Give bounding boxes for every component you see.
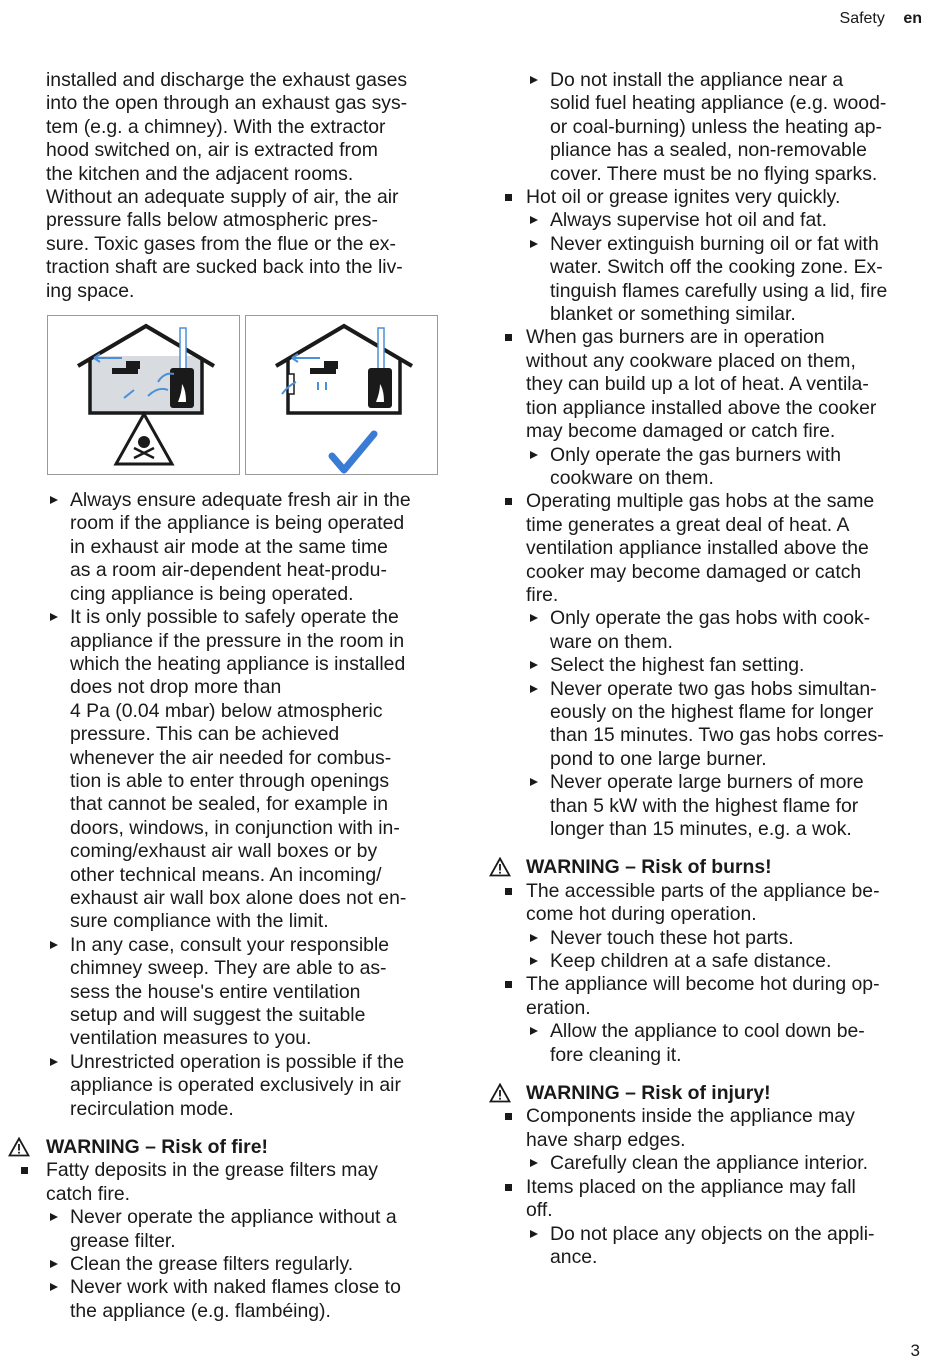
- warning-fire-title: WARNING – Risk of fire!: [46, 1136, 268, 1159]
- bullet-item: In any case, consult your responsible chimney sweep. They are able to as- sess the house's entire ventilation setup and will suggest the suitable ventilation measures to you.: [46, 934, 446, 1051]
- intro-paragraph: installed and discharge the exhaust gases into the open through an exhaust gas sys- tem (e.g. a chimney). With the extractor hood switched on, air is extracted from the kitchen and the adjacent rooms. Without an adequate supply of air, the air pressure falls below atmospheric pres- sure. Toxic gases from the flue or the ex- traction shaft are sucked back into the liv- ing space.: [46, 69, 408, 302]
- warning-cause: Fatty deposits in the grease filters may catch fire.: [46, 1159, 446, 1206]
- warning-fire-heading: [46, 1136, 446, 1159]
- warning-action: Select the highest fan setting.: [503, 654, 923, 677]
- language-label: en: [903, 10, 922, 27]
- warning-action: Never extinguish burning oil or fat with water. Switch off the cooking zone. Ex- tinguish flames carefully using a lid, fire blanket or something similar.: [503, 233, 923, 327]
- house-unsafe-icon: [48, 316, 241, 476]
- section-label: Safety: [839, 10, 885, 27]
- warning-action: Never touch these hot parts.: [503, 927, 923, 950]
- warning-action: Never operate large burners of more than 5 kW with the highest flame for longer than 15 minutes, e.g. a wok.: [503, 771, 923, 841]
- warning-cause: Items placed on the appliance may fall off.: [503, 1176, 923, 1223]
- warning-action: Never operate the appliance without a grease filter.: [46, 1206, 446, 1253]
- warning-cause: The accessible parts of the appliance be- come hot during operation.: [503, 880, 923, 927]
- bullet-item: Always ensure adequate fresh air in the room if the appliance is being operated in exhaust air mode at the same time as a room air-dependent heat-produ- cing appliance is being operated.: [46, 489, 446, 606]
- warning-burns-title: WARNING – Risk of burns!: [526, 856, 772, 879]
- warning-action: Clean the grease filters regularly.: [46, 1253, 446, 1276]
- ventilation-figure: [47, 315, 446, 475]
- figure-panel-unsafe: [47, 315, 240, 475]
- warning-cause: When gas burners are in operation without any cookware placed on them, they can build up a lot of heat. A ventila- tion appliance installed above the cooker may become damaged or catch fire.: [503, 326, 923, 443]
- warning-action: Do not install the appliance near a solid fuel heating appliance (e.g. wood- or coal-burning) unless the heating ap- pliance has a sealed, non-removable cover. There must be no flying sparks.: [503, 69, 923, 186]
- warning-cause: Hot oil or grease ignites very quickly.: [503, 186, 923, 209]
- page-number: 3: [910, 1341, 920, 1360]
- warning-action: Only operate the gas burners with cookware on them.: [503, 444, 923, 491]
- warning-action: Keep children at a safe distance.: [503, 950, 923, 973]
- warning-action: Allow the appliance to cool down be- fore cleaning it.: [503, 1020, 923, 1067]
- warning-action: Always supervise hot oil and fat.: [503, 209, 923, 232]
- right-column: [503, 69, 923, 1269]
- house-safe-icon: [246, 316, 439, 476]
- warning-cause: Operating multiple gas hobs at the same time generates a great deal of heat. A ventilation appliance installed above the cooker may become damaged or catch fire.: [503, 490, 923, 607]
- warning-action: Do not place any objects on the appli- ance.: [503, 1223, 923, 1270]
- warning-cause: The appliance will become hot during op- eration.: [503, 973, 923, 1020]
- warning-triangle-icon: [489, 1083, 511, 1103]
- warning-action: Carefully clean the appliance interior.: [503, 1152, 923, 1175]
- warning-injury-heading: [503, 1082, 923, 1105]
- warning-cause: Components inside the appliance may have sharp edges.: [503, 1105, 923, 1152]
- warning-action: Never operate two gas hobs simultan- eously on the highest flame for longer than 15 minutes. Two gas hobs corres- pond to one large burner.: [503, 678, 923, 772]
- warning-triangle-icon: [8, 1137, 30, 1157]
- warning-triangle-icon: [489, 857, 511, 877]
- bullet-item: Unrestricted operation is possible if the appliance is operated exclusively in air recirculation mode.: [46, 1051, 446, 1121]
- bullet-item: It is only possible to safely operate the appliance if the pressure in the room in which the heating appliance is installed does not drop more than 4 Pa (0.04 mbar) below atmospheric pressure. This can be achieved whenever the air needed for combus- tion is able to enter through openings that cannot be sealed, for example in doors, windows, in conjunction with in- coming/exhaust air wall boxes or by other technical means. An incoming/ exhaust air wall box alone does not en- sure compliance with the limit.: [46, 606, 446, 934]
- warning-action: Only operate the gas hobs with cook- ware on them.: [503, 607, 923, 654]
- warning-injury-title: WARNING – Risk of injury!: [526, 1082, 771, 1105]
- page-header: [840, 10, 922, 28]
- figure-panel-safe: [245, 315, 438, 475]
- warning-action: Never work with naked flames close to the appliance (e.g. flambéing).: [46, 1276, 446, 1323]
- warning-burns-heading: [503, 856, 923, 879]
- left-column: [46, 69, 446, 1323]
